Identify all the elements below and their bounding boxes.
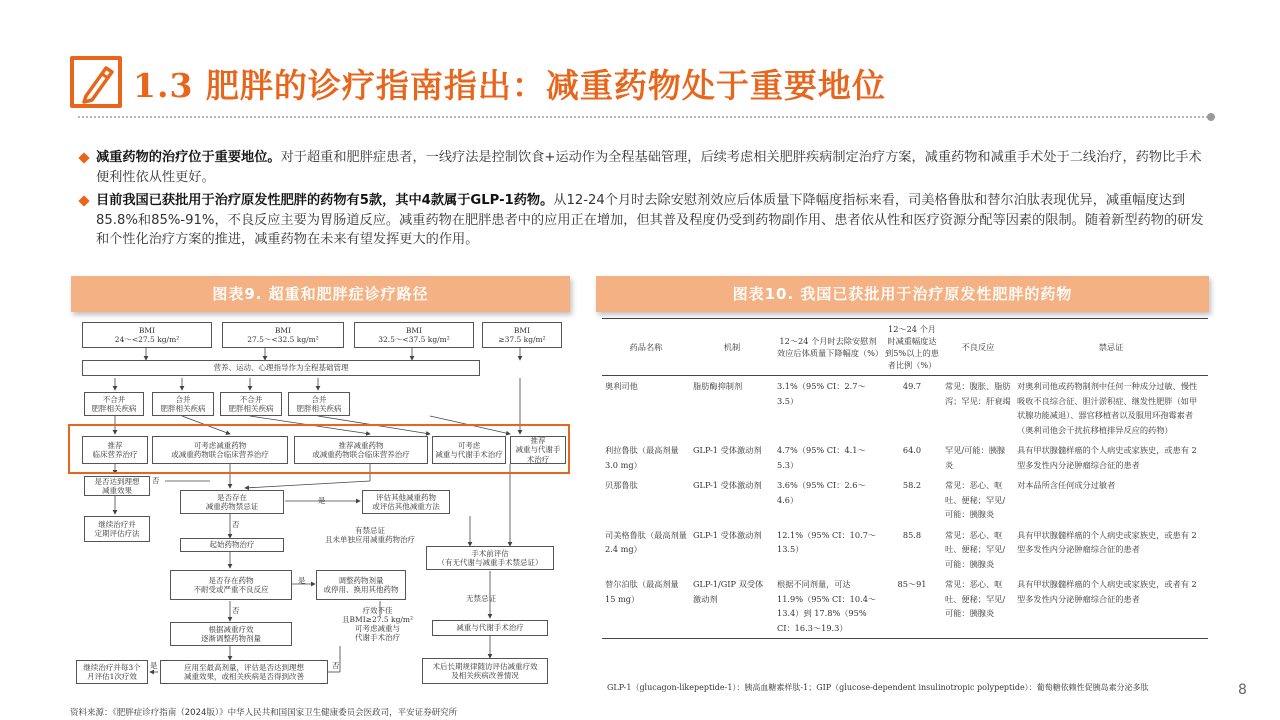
poor-effect-l4: 代谢手术治疗 <box>355 633 400 642</box>
no-contra-label: 无禁忌证 <box>466 594 496 603</box>
cell-mechanism: GLP-1 受体激动剂 <box>693 480 762 490</box>
continue-l1: 继续治疗并 <box>98 519 136 529</box>
no-label: 否 <box>232 520 240 529</box>
adjust-dose-l2: 或停用、换用其他药物 <box>323 585 399 594</box>
recommend-treatment: 或减重药物联合临床营养治疗 <box>171 450 269 459</box>
bullet-list <box>78 148 1208 254</box>
table-row <box>602 376 1208 441</box>
recommend-box <box>82 436 148 464</box>
start-drug-box: 起始药物治疗 <box>180 538 284 552</box>
postop-box <box>422 658 548 684</box>
bullet-item <box>78 191 1208 250</box>
postop-l2: 及相关疾病改善情况 <box>451 671 519 680</box>
contraindication-box <box>180 490 284 514</box>
yes-label: 是 <box>318 496 326 505</box>
recommend-box <box>432 436 506 464</box>
yes-label: 是 <box>298 576 306 585</box>
cell-decline: 根据不同剂量，可达 11.9%（95% CI：10.4～13.4）到 17.8%（95% CI：16.3～19.3） <box>774 574 882 639</box>
col-header-pct5: 12～24 个月时减重幅度达到5%以上的患者比例（%） <box>882 319 942 376</box>
source-note: 资料来源：《肥胖症诊疗指南（2024版）》中华人民共和国国家卫生健康委员会医政司，平安证券研究所 <box>70 708 458 718</box>
has-contra-l1: 有禁忌证 <box>355 526 385 535</box>
table-row <box>602 440 1208 475</box>
cell-contra: 对本品所含任何成分过敏者 <box>1017 480 1116 490</box>
bullet-item <box>78 148 1208 187</box>
contraindication-l2: 减重药物禁忌证 <box>205 502 259 511</box>
table-row <box>602 525 1208 575</box>
max-dose-l2: 减重效果，或相关疾病是否得到改善 <box>184 672 304 681</box>
comorbid-box <box>220 392 282 416</box>
continue-l2: 定期评估疗法 <box>94 529 140 538</box>
recommend-treatment: 临床营养治疗 <box>92 450 138 459</box>
cell-contra: 对奥利司他或药物制剂中任何一种成分过敏、慢性吸收不良综合征、胆汁淤积症、继发性肥胖（如甲状腺功能减退）、器官移植者以及服用环孢霉素者（奥利司他会干扰抗移植排异反应的药物） <box>1017 381 1198 435</box>
adjust-dose-l1: 调整药物剂量 <box>338 575 384 585</box>
cell-decline: 4.7%（95% CI：4.1～5.3） <box>777 445 866 470</box>
recommend-treatment: 减重与代谢手术治疗 <box>515 445 561 464</box>
cell-contra: 具有甲状腺髓样癌的个人病史或家族史，或患有 2 型多发性内分泌肿瘤综合征的患者 <box>1017 529 1197 554</box>
cell-name: 司美格鲁肽（最高剂量 2.4 mg） <box>605 529 687 554</box>
recommend-level: 推荐 <box>530 435 546 445</box>
max-dose-l1: 应用至最高剂量，评估是否达到理想 <box>184 662 304 672</box>
pre-surgery-l1: 手术前评估 <box>471 548 509 558</box>
recommend-level: 推荐 <box>107 440 123 450</box>
comorbid-desc: 肥胖相关疾病 <box>91 404 137 413</box>
recommend-box <box>294 436 428 464</box>
bmi-box <box>354 322 474 348</box>
drug-table <box>602 318 1208 639</box>
no-label: 否 <box>232 606 240 615</box>
cell-contra: 具有甲状腺髓样癌的个人病史或家族史，或患有 2 型多发性内分泌肿瘤综合征的患者 <box>1017 445 1197 470</box>
recommend-box <box>152 436 288 464</box>
recommend-level: 可考虑减重药物 <box>193 440 247 450</box>
bullet-bold: 减重药物的治疗位于重要地位。 <box>96 150 281 165</box>
monthly-l2: 月评估1次疗效 <box>87 672 137 681</box>
cell-adverse: 常见：恶心、呕吐、便秘；罕见/可能：胰腺炎 <box>945 480 1006 519</box>
cell-pct5: 58.2 <box>902 480 922 490</box>
no-label: 否 <box>152 476 160 485</box>
monthly-eval-box <box>76 660 148 684</box>
cell-adverse: 罕见/可能：胰腺炎 <box>945 445 1006 470</box>
tolerance-l2: 不耐受或严重不良反应 <box>193 585 269 594</box>
recommend-level: 推荐减重药物 <box>338 440 384 450</box>
cell-decline: 12.1%（95% CI：10.7～13.5） <box>777 529 877 554</box>
flowchart <box>70 316 575 696</box>
poor-effect-l3: 可考虑减重与 <box>355 624 400 633</box>
titrate-l2: 逐渐调整药物剂量 <box>201 634 261 643</box>
pre-surgery-box <box>426 546 554 570</box>
bmi-box <box>222 322 344 348</box>
poor-effect-label <box>342 606 413 642</box>
figure10-title: 图表10. 我国已获批用于治疗原发性肥胖的药物 <box>596 276 1209 312</box>
cell-pct5: 85.8 <box>902 529 922 540</box>
pre-surgery-l2: （有无代谢与减重手术禁忌证） <box>437 558 543 567</box>
recommend-treatment: 减重与代谢手术治疗 <box>435 450 503 459</box>
bmi-range: 24～<27.5 kg/m² <box>114 335 180 344</box>
recommend-treatment: 或减重药物联合临床营养治疗 <box>312 450 410 459</box>
comorbid-box <box>152 392 214 416</box>
adjust-dose-box <box>316 570 406 600</box>
page-number: 8 <box>1238 682 1247 698</box>
eval-other-l1: 评估其他减重药物 <box>376 492 436 502</box>
col-header-name: 药品名称 <box>602 319 690 376</box>
comorbid-flag: 合并 <box>311 394 327 404</box>
table-header-row <box>602 319 1208 376</box>
cell-pct5: 49.7 <box>902 381 922 391</box>
cell-name: 奥利司他 <box>605 381 638 391</box>
figure9-title: 图表9. 超重和肥胖症诊疗路径 <box>71 276 570 312</box>
bmi-box <box>82 322 212 348</box>
goal-check-l2: 减重效果 <box>102 486 132 495</box>
bmi-label: BMI <box>405 325 423 335</box>
cell-name: 贝那鲁肽 <box>605 480 638 490</box>
no-label: 否 <box>332 661 340 670</box>
table-footnote: GLP-1（glucagon-likepeptide-1）：胰高血糖素样肽-1；GIP（glucose-dependent insulinotropic polypeptide）：葡萄糖依赖性促胰岛素分泌多肽 <box>607 683 1149 692</box>
cell-pct5: 85～91 <box>882 574 942 639</box>
cell-contra: 具有甲状腺髓样癌的个人病史或家族史，或者有 2 型多发性内分泌肿瘤综合征的患者 <box>1014 574 1208 639</box>
diamond-bullet-icon <box>78 195 89 206</box>
surgery-box: 减重与代谢手术治疗 <box>432 620 548 636</box>
cell-name: 替尔泊肽（最高剂量 15 mg） <box>602 574 690 639</box>
cell-decline: 3.6%（95% CI：2.6～4.6） <box>777 480 866 505</box>
yes-label: 是 <box>150 661 158 670</box>
titrate-l1: 根据减重疗效 <box>208 624 254 634</box>
continue-box <box>84 516 150 542</box>
bullet-bold: 目前我国已获批用于治疗原发性肥胖的药物有5款，其中4款属于GLP-1药物。 <box>96 193 554 208</box>
col-header-adverse: 不良反应 <box>942 319 1014 376</box>
bmi-box <box>482 322 562 348</box>
recommend-level: 可考虑 <box>457 440 481 450</box>
comorbid-flag: 不合并 <box>102 394 126 404</box>
tolerance-l1: 是否存在药物 <box>208 575 254 585</box>
bmi-label: BMI <box>138 325 156 335</box>
poor-effect-l2: 且BMI≥27.5 kg/m² <box>342 615 414 624</box>
monthly-l1: 继续治疗并每3个 <box>83 662 141 672</box>
has-contra-label <box>325 526 415 544</box>
comorbid-flag: 合并 <box>175 394 191 404</box>
cell-mechanism: 脂肪酶抑制剂 <box>693 381 743 391</box>
cell-adverse: 常见：腹胀、脂肪泻；罕见：肝衰竭 <box>945 381 1011 406</box>
bmi-range: ≥37.5 kg/m² <box>498 335 546 344</box>
contraindication-l1: 是否存在 <box>217 492 247 502</box>
bmi-range: 27.5～<32.5 kg/m² <box>247 335 319 344</box>
cell-adverse: 常见：恶心、呕吐、便秘；罕见/可能：胰腺炎 <box>945 529 1006 569</box>
cell-mechanism: GLP-1/GIP 双受体激动剂 <box>690 574 774 639</box>
page-title: 1.3 肥胖的诊疗指南指出：减重药物处于重要地位 <box>133 66 886 105</box>
recommend-box <box>510 436 566 464</box>
title-divider <box>78 116 1212 118</box>
bullet-text: 从12-24个月时去除安慰剂效应后体质量下降幅度指标来看，司美格鲁肽和替尔泊肽表现优异，减重幅度达到85.8%和85%-91%，不良反应主要为胃肠道反应。减重药物在肥胖患者中的应用正在增加，但其普及程度仍受到药物副作用、患者依从性和医疗资源分配等因素的限制。随着新型药物的研发和个性化治疗方案的推进，减重药物在未来有望发挥更大的作用。 <box>96 193 1204 247</box>
titrate-box <box>170 622 292 646</box>
col-header-decline: 12～24 个月时去除安慰剂效应后体质量下降幅度（%） <box>774 319 882 376</box>
cell-pct5: 64.0 <box>902 445 922 455</box>
cell-decline: 3.1%（95% CI：2.7～3.5） <box>777 381 866 406</box>
comorbid-box <box>288 392 350 416</box>
tolerance-box <box>170 570 292 600</box>
cell-mechanism: GLP-1 受体激动剂 <box>693 445 762 455</box>
col-header-mechanism: 机制 <box>690 319 774 376</box>
bmi-label: BMI <box>274 325 292 335</box>
comorbid-flag: 不合并 <box>239 394 263 404</box>
goal-check-box <box>84 476 150 496</box>
cell-name: 利拉鲁肽（最高剂量 3.0 mg） <box>605 445 679 470</box>
comorbid-desc: 肥胖相关疾病 <box>160 404 206 413</box>
poor-effect-l1: 疗效不佳 <box>362 606 393 615</box>
eval-other-box <box>362 490 450 514</box>
diamond-bullet-icon <box>78 152 89 163</box>
eval-other-l2: 或评估其他减重方法 <box>372 502 440 511</box>
goal-check-l1: 是否达到理想 <box>94 476 140 486</box>
max-dose-box <box>160 660 328 684</box>
comorbid-desc: 肥胖相关疾病 <box>296 404 342 413</box>
comorbid-box <box>84 392 144 416</box>
bullet-text: 对于超重和肥胖症患者，一线疗法是控制饮食+运动作为全程基础管理，后续考虑相关肥胖疾病制定治疗方案，减重药物和减重手术处于二线治疗，药物比手术便利性依从性更好。 <box>96 150 1202 185</box>
table-row <box>602 574 1208 639</box>
postop-l1: 术后长期规律随访评估减重疗效 <box>432 661 538 671</box>
cell-adverse: 常见：恶心、呕吐、便秘；罕见/可能：胰腺炎 <box>942 574 1014 639</box>
bmi-label: BMI <box>513 325 531 335</box>
comorbid-desc: 肥胖相关疾病 <box>228 404 274 413</box>
pencil-icon <box>78 62 118 104</box>
col-header-contra: 禁忌证 <box>1014 319 1208 376</box>
bmi-range: 32.5～<37.5 kg/m² <box>378 335 450 344</box>
has-contra-l2: 且未单独应用减重药物治疗 <box>325 535 415 544</box>
cell-mechanism: GLP-1 受体激动剂 <box>693 529 762 540</box>
table-row <box>602 475 1208 525</box>
base-management-box: 营养、运动、心理指导作为全程基础管理 <box>82 360 480 376</box>
divider-dot <box>1207 113 1215 121</box>
logo-box <box>70 56 122 108</box>
